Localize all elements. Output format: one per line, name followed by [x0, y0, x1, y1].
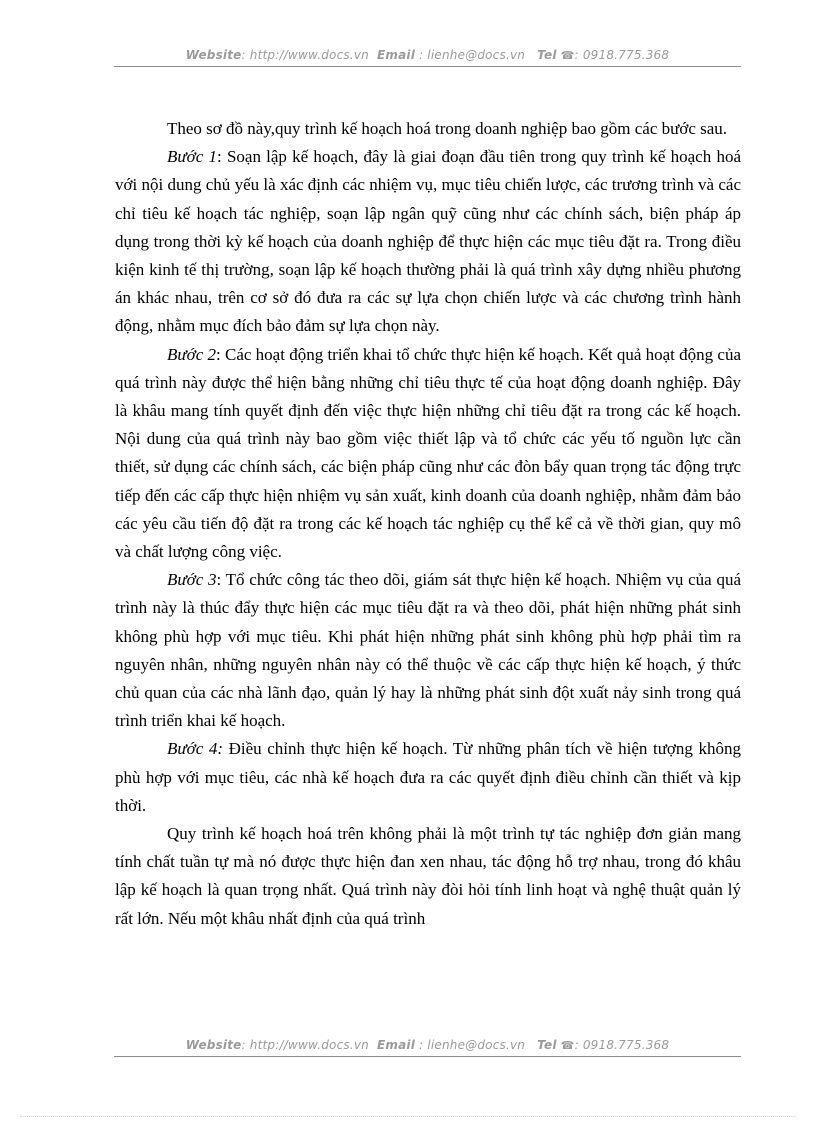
step-4-label: Bước 4: [167, 739, 224, 759]
phone-icon: ☎ [560, 1039, 575, 1052]
header-website-value: : http://www.docs.vn [241, 48, 369, 62]
header-email-value: : lienhe@docs.vn [419, 48, 526, 62]
paragraph-step-2 [115, 341, 741, 567]
header-rule [114, 66, 741, 67]
page-edge-dotted-line [20, 1116, 796, 1117]
phone-icon: ☎ [560, 49, 575, 62]
footer-website-value: : http://www.docs.vn [241, 1038, 369, 1052]
page-footer [114, 1038, 741, 1052]
step-2-text: : Các hoạt động triển khai tổ chức thực hiện kế hoạch. Kết quả hoạt động của quá trình này được thể hiện bằng những chỉ tiêu thực tế của hoạt động doanh nghiệp. Đây là khâu mang tính quyết định đến việc thực hiện những chỉ tiêu đặt ra trong các kế hoạch. Nội dung của quá trình này bao gồm việc thiết lập và tổ chức các yếu tố nguồn lực cần thiết, sử dụng các chính sách, các biện pháp cũng như các đòn bẩy quan trọng tác động trực tiếp đến các cấp thực hiện nhiệm vụ sản xuất, kinh doanh của doanh nghiệp, nhằm đảm bảo các yêu cầu tiến độ đặt ra trong các kế hoạch tác nghiệp cụ thể kể cả về thời gian, quy mô và chất lượng công việc. [115, 344, 741, 562]
header-email-label: Email [377, 48, 416, 62]
footer-tel-value: : 0918.775.368 [574, 1038, 670, 1052]
header-tel-label: Tel [537, 48, 557, 62]
footer-email-label: Email [377, 1038, 416, 1052]
step-4-text: Điều chỉnh thực hiện kế hoạch. Từ những phân tích về hiện tượng không phù hợp với mục tiêu, các nhà kế hoạch đưa ra các quyết định điều chỉnh cần thiết và kịp thời. [115, 739, 742, 815]
page-header [114, 48, 741, 62]
paragraph-intro: Theo sơ đồ này,quy trình kế hoạch hoá trong doanh nghiệp bao gồm các bước sau. [167, 119, 728, 138]
paragraph-step-3 [115, 566, 741, 735]
step-1-label: Bước 1 [167, 147, 217, 167]
header-website-label: Website [185, 48, 242, 62]
paragraph-step-1 [115, 143, 741, 340]
document-body [115, 115, 741, 933]
step-2-label: Bước 2 [167, 344, 217, 364]
footer-rule [114, 1056, 741, 1057]
footer-email-value: : lienhe@docs.vn [419, 1038, 526, 1052]
step-3-text: : Tổ chức công tác theo dõi, giám sát thực hiện kế hoạch. Nhiệm vụ của quá trình này là thúc đẩy thực hiện các mục tiêu đặt ra và theo dõi, phát hiện những phát sinh không phù hợp với mục tiêu. Khi phát hiện những phát sinh không phù hợp phải tìm ra nguyên nhân, những nguyên nhân này có thể thuộc về các cấp thực hiện kế hoạch, ý thức chủ quan của các nhà lãnh đạo, quản lý hay là những phát sinh đột xuất nảy sinh trong quá trình triển khai kế hoạch. [115, 570, 741, 731]
header-tel-value: : 0918.775.368 [574, 48, 670, 62]
paragraph-conclusion: Quy trình kế hoạch hoá trên không phải là một trình tự tác nghiệp đơn giản mang tính chất tuần tự mà nó được thực hiện đan xen nhau, tác động hỗ trợ nhau, trong đó khâu lập kế hoạch là quan trọng nhất. Quá trình này đòi hỏi tính linh hoạt và nghệ thuật quản lý rất lớn. Nếu một khâu nhất định của quá trình [115, 824, 741, 928]
footer-website-label: Website [185, 1038, 242, 1052]
step-1-text: : Soạn lập kế hoạch, đây là giai đoạn đầu tiên trong quy trình kế hoạch hoá với nội dung chủ yếu là xác định các nhiệm vụ, mục tiêu chiến lược, các trương trình và các chỉ tiêu kế hoạch tác nghiệp, soạn lập ngân quỹ cũng như các chính sách, biện pháp áp dụng trong thời kỳ kế hoạch của doanh nghiệp để thực hiện các mục tiêu đặt ra. Trong điều kiện kinh tế thị trường, soạn lập kế hoạch thường phải là quá trình xây dựng nhiều phương án khác nhau, trên cơ sở đó đưa ra các sự lựa chọn chiến lược và các chương trình hành động, nhằm mục đích bảo đảm sự lựa chọn này. [115, 147, 741, 336]
step-3-label: Bước 3 [167, 570, 217, 590]
footer-tel-label: Tel [537, 1038, 557, 1052]
paragraph-step-4 [115, 735, 741, 820]
